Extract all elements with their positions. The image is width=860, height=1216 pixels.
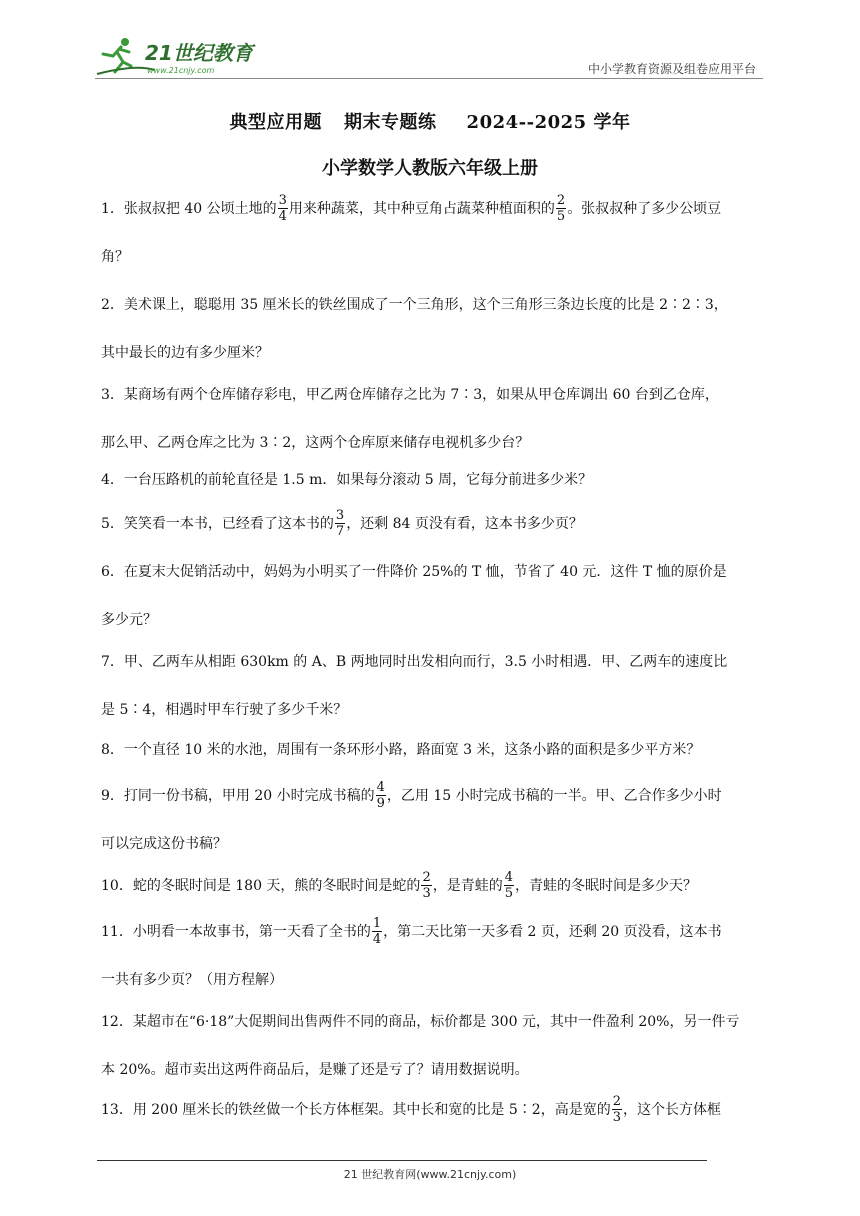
question-12 (101, 998, 761, 1094)
q6-text-line2: 多少元？ (101, 612, 157, 628)
q10-f2-num: 4 (504, 869, 513, 885)
q9-text-b: ，乙用 15 小时完成书稿的一半。甲、乙合作多少小时 (386, 788, 722, 804)
q11-fraction (372, 916, 382, 947)
question-7 (101, 638, 761, 734)
q11-text-line2: 一共有多少页？（用方程解） (101, 972, 283, 988)
site-logo[interactable] (95, 36, 275, 78)
title-part-3: 2024--2025 学年 (466, 112, 631, 133)
q13-f-num: 2 (612, 1093, 621, 1109)
header-divider (95, 78, 763, 79)
title-part-1: 典型应用题 (229, 112, 323, 133)
q9-f-num: 4 (376, 779, 385, 795)
question-4 (101, 456, 761, 504)
question-3 (101, 371, 761, 467)
q10-f1-num: 2 (422, 869, 431, 885)
q1-f1-num: 3 (278, 192, 287, 208)
q4-text-line1: 4．一台压路机的前轮直径是 1.5 m．如果每分滚动 5 周，它每分前进多少米？ (101, 472, 593, 488)
footer-link[interactable]: 21 世纪教育网(www.21cnjy.com) (343, 1168, 517, 1181)
q1-f2-num: 2 (556, 192, 566, 208)
q6-text-line1: 6．在夏末大促销活动中，妈妈为小明买了一件降价 25%的 T 恤，节省了 40 元．这件 T 恤的原价是 (101, 564, 727, 580)
q1-text-a: 1．张叔叔把 40 公顷土地的 (101, 201, 277, 217)
q5-f-den: 7 (335, 523, 345, 539)
q7-text-line2: 是 5∶4，相遇时甲车行驶了多少千米？ (101, 702, 348, 718)
question-11 (101, 908, 761, 1004)
q1-fraction-1 (278, 193, 288, 224)
q9-text-line2: 可以完成这份书稿？ (101, 836, 227, 852)
q10-text-c: ，青蛙的冬眠时间是多少天？ (515, 878, 697, 894)
question-6 (101, 548, 761, 644)
q2-text-line1: 2．美术课上，聪聪用 35 厘米长的铁丝围成了一个三角形，这个三角形三条边长度的比是 2∶2∶3， (101, 297, 728, 313)
q11-f-den: 4 (372, 931, 382, 947)
q11-text-a: 11．小明看一本故事书，第一天看了全书的 (101, 924, 371, 940)
q2-text-line2: 其中最长的边有多少厘米？ (101, 345, 269, 361)
q10-text-b: ，是青蛙的 (432, 878, 503, 894)
q7-text-line1: 7．甲、乙两车从相距 630km 的 A、B 两地同时出发相向而行，3.5 小时相遇．甲、乙两车的速度比 (101, 654, 728, 670)
page-subtitle: 小学数学人教版六年级上册 (322, 158, 538, 179)
q13-text-a: 13．用 200 厘米长的铁丝做一个长方体框架。其中长和宽的比是 5∶2，高是宽的 (101, 1102, 611, 1118)
q10-f1-den: 3 (422, 885, 431, 901)
footer-divider (97, 1160, 707, 1161)
platform-label: 中小学教育资源及组卷应用平台 (587, 62, 756, 76)
q10-f2-den: 5 (504, 885, 513, 901)
question-13 (101, 1086, 761, 1134)
q10-text-a: 10．蛇的冬眠时间是 180 天，熊的冬眠时间是蛇的 (101, 878, 421, 894)
q13-fraction (612, 1094, 622, 1125)
q5-text-b: ，还剩 84 页没有看，这本书多少页？ (346, 516, 583, 532)
q9-fraction (376, 780, 386, 811)
q3-text-line2: 那么甲、乙两仓库之比为 3∶2，这两个仓库原来储存电视机多少台？ (101, 435, 530, 451)
title-part-2: 期末专题练 (344, 112, 437, 133)
logo-text: 21世纪教育 (145, 41, 253, 65)
q12-text-line2: 本 20%。超市卖出这两件商品后，是赚了还是亏了？请用数据说明。 (101, 1062, 529, 1078)
q8-text-line1: 8．一个直径 10 米的水池，周围有一条环形小路，路面宽 3 米，这条小路的面积是多少平方米？ (101, 742, 701, 758)
q1-f2-den: 5 (556, 208, 566, 224)
q5-text-a: 5．笑笑看一本书，已经看了这本书的 (101, 516, 334, 532)
question-10 (101, 862, 761, 910)
q11-f-num: 1 (372, 915, 382, 931)
question-2 (101, 281, 761, 377)
page-header (0, 0, 860, 80)
q12-text-line1: 12．某超市在“6·18”大促期间出售两件不同的商品，标价都是 300 元，其中一件盈利 20%，另一件亏 (101, 1014, 740, 1030)
q1-text-c: 。张叔叔种了多少公顷豆 (567, 201, 722, 217)
q10-fraction-1 (421, 870, 431, 901)
q9-text-a: 9．打同一份书稿，甲用 20 小时完成书稿的 (101, 788, 375, 804)
q3-text-line1: 3．某商场有两个仓库储存彩电，甲乙两仓库储存之比为 7∶3，如果从甲仓库调出 60 台到乙仓库， (101, 387, 719, 403)
q13-text-b: ，这个长方体框 (622, 1102, 721, 1118)
question-1 (101, 185, 761, 281)
question-9 (101, 772, 761, 868)
q1-text-line2: 角？ (101, 249, 129, 265)
q10-fraction-2 (504, 870, 514, 901)
logo-graphic (95, 36, 275, 78)
page-title (0, 108, 860, 134)
q1-fraction-2 (556, 193, 566, 224)
q13-f-den: 3 (612, 1109, 621, 1125)
q1-f1-den: 4 (278, 208, 287, 224)
q5-f-num: 3 (335, 507, 345, 523)
q1-text-b: 用来种蔬菜，其中种豆角占蔬菜种植面积的 (288, 201, 555, 217)
q5-fraction (335, 508, 345, 539)
q11-text-b: ，第二天比第一天多看 2 页，还剩 20 页没看，这本书 (383, 924, 722, 940)
logo-url: www.21cnjy.com (147, 66, 215, 75)
q9-f-den: 9 (376, 795, 385, 811)
question-8 (101, 726, 761, 774)
question-5 (101, 500, 761, 548)
